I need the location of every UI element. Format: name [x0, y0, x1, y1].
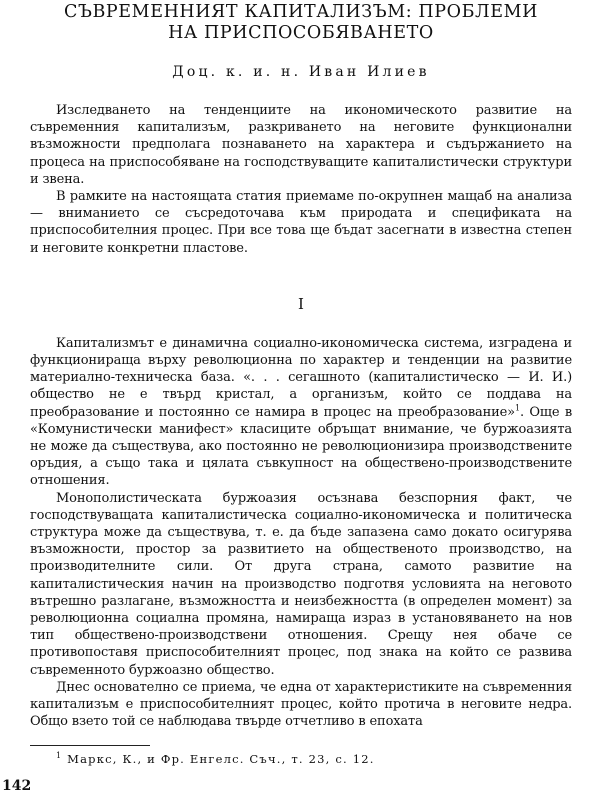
section-paragraph-2: Монополистическата буржоазия осъзнава безспорния факт, че господствуващата капиталистическа социално-икономическа и политическа структура може да съществува, т. е. да бъде запазена само докато осигурява възможности, простор за развитието на общественото производство, на производителните сили. От друга страна, самото развитие на капиталистическия начин на производство подготвя условията на неговото вътрешно разлагане, възможността и неизбежността (в определен момент) за революционна социална промяна, намираща израз в установяването на нов тип обществено-производствени отношения. Срещу нея обаче се противопоставя приспособителният процес, под знака на който се развива съвременното буржоазно общество.	[30, 490, 572, 678]
section-paragraph-3: Днес основателно се приема, че една от характеристиките на съвременния капитализъм е приспособителният процес, който протича в неговите недра. Общо взето той се наблюдава твърде отчетливо в епохата	[30, 679, 572, 730]
intro-paragraph-2: В рамките на настоящата статия приемаме по-окрупнен мащаб на анализа — вниманието се съсредоточава към природата и спецификата на приспособителния процес. При все това ще бъдат засегнати в известна степен и неговите конкретни пластове.	[30, 189, 572, 256]
title-line-1: СЪВРЕМЕННИЯТ КАПИТАЛИЗЪМ: ПРОБЛЕМИ	[63, 2, 539, 22]
section-paragraph-1	[30, 335, 572, 490]
section-numeral: I	[298, 294, 304, 313]
intro-paragraph-1: Изследването на тенденциите на икономическото развитие на съвременния капитализъм, разкриването на неговите функционални възможности предполага познаването на характера и съдържанието на процеса на приспособяване на господствуващите капиталистически структури и звена.	[30, 103, 572, 187]
footnote-divider	[30, 745, 150, 746]
paragraph-text: Капитализмът е динамична социално-икономическа система, изградена и функционираща върху революционна по характер и тенденции на развитие материално-техническа база. «. . . сегашното (капиталистическо — И. И.) общество не е твърд кристал, а организъм, който се поддава на преобразование и постоянно се намира в процес на преобразование»	[30, 335, 572, 420]
footnote	[30, 752, 572, 766]
title-line-2: НА ПРИСПОСОБЯВАНЕТО	[168, 23, 434, 43]
author-line: Доц. к. и. н. Иван Илиев	[172, 64, 430, 80]
page-number: 142	[2, 778, 32, 794]
footnote-reference: 1	[514, 403, 520, 413]
footnote-marker: 1	[56, 750, 63, 760]
footnote-text: Маркс, К., и Фр. Енгелс. Съч., т. 23, с. 12.	[62, 751, 375, 766]
paragraph-text: . Още в «Комунистически манифест» класиците обръщат внимание, че буржоазията не може да съществува, ако постоянно не революционизира производствените оръдия, а също така и цялата съвкупност на обществено-производствените отношения.	[30, 404, 572, 489]
article-title	[30, 2, 572, 44]
